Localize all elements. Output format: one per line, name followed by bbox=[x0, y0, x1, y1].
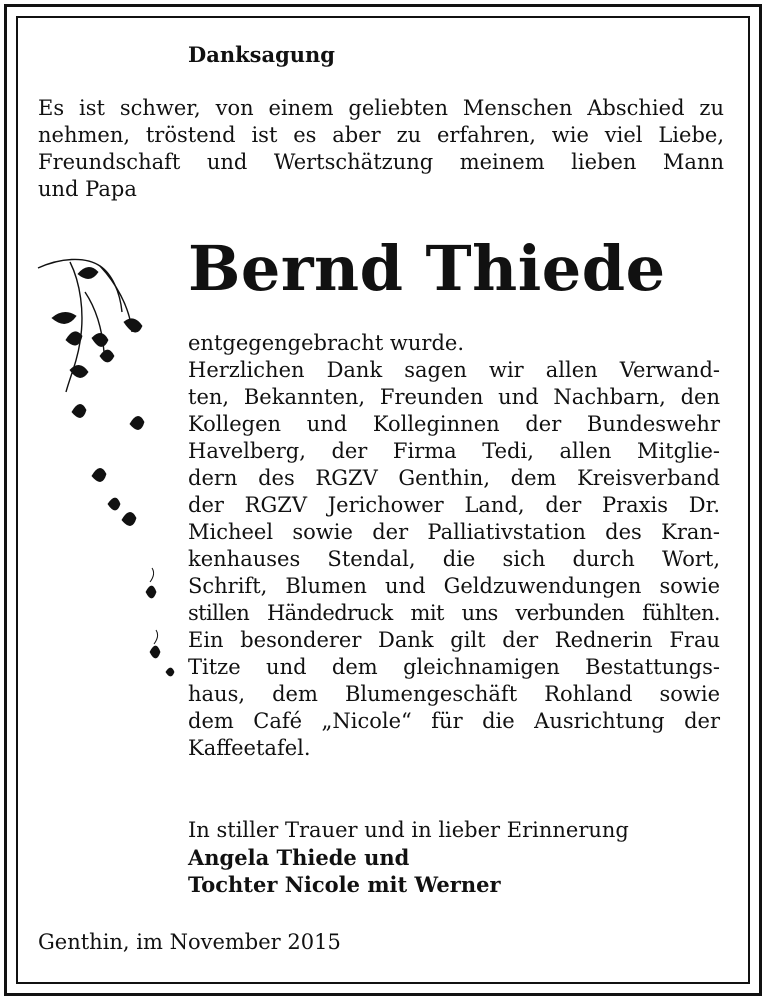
body-line: Herzlichen Dank sagen wir allen Verwand- bbox=[188, 358, 720, 382]
falling-leaves-icon bbox=[30, 252, 180, 692]
place-date: Genthin, im November 2015 bbox=[38, 930, 341, 954]
intro-line: Freundschaft und Wertschätzung meinem lieben Mann bbox=[38, 150, 724, 174]
body-line: Havelberg, der Firma Tedi, allen Mitglie- bbox=[188, 439, 720, 463]
body-line: entgegengebracht wurde. bbox=[188, 331, 465, 355]
body-line: Ein besonderer Dank gilt der Rednerin Frau bbox=[188, 628, 720, 652]
signatory-line: Angela Thiede und bbox=[188, 845, 410, 870]
body-line: Kaffeetafel. bbox=[188, 736, 311, 760]
signatory-line: Tochter Nicole mit Werner bbox=[188, 872, 501, 897]
deceased-name: Bernd Thiede bbox=[188, 232, 666, 305]
body-line: Schrift, Blumen und Geldzuwendungen sowie bbox=[188, 574, 720, 598]
body-line: dem Café „Nicole“ für die Ausrichtung der bbox=[188, 709, 720, 733]
notice-heading: Danksagung bbox=[188, 42, 335, 67]
intro-line: nehmen, tröstend ist es aber zu erfahren, wie viel Liebe, bbox=[38, 123, 724, 147]
body-paragraph bbox=[188, 330, 720, 762]
intro-paragraph bbox=[38, 95, 724, 203]
body-line: Kollegen und Kolleginnen der Bundeswehr bbox=[188, 412, 720, 436]
closing-block bbox=[188, 817, 629, 898]
body-line: stillen Händedruck mit uns verbunden fühlten. bbox=[188, 601, 720, 625]
closing-line: In stiller Trauer und in lieber Erinnerung bbox=[188, 818, 629, 842]
body-line: haus, dem Blumengeschäft Rohland sowie bbox=[188, 682, 720, 706]
body-line: dern des RGZV Genthin, dem Kreisverband bbox=[188, 466, 720, 490]
body-line: ten, Bekannten, Freunden und Nachbarn, den bbox=[188, 385, 720, 409]
body-line: Micheel sowie der Palliativstation des Kran- bbox=[188, 520, 720, 544]
body-line: der RGZV Jerichower Land, der Praxis Dr. bbox=[188, 493, 720, 517]
body-line: kenhauses Stendal, die sich durch Wort, bbox=[188, 547, 720, 571]
body-line: Titze und dem gleichnamigen Bestattungs- bbox=[188, 655, 720, 679]
intro-line: Es ist schwer, von einem geliebten Menschen Abschied zu bbox=[38, 96, 724, 120]
intro-line: und Papa bbox=[38, 177, 137, 201]
